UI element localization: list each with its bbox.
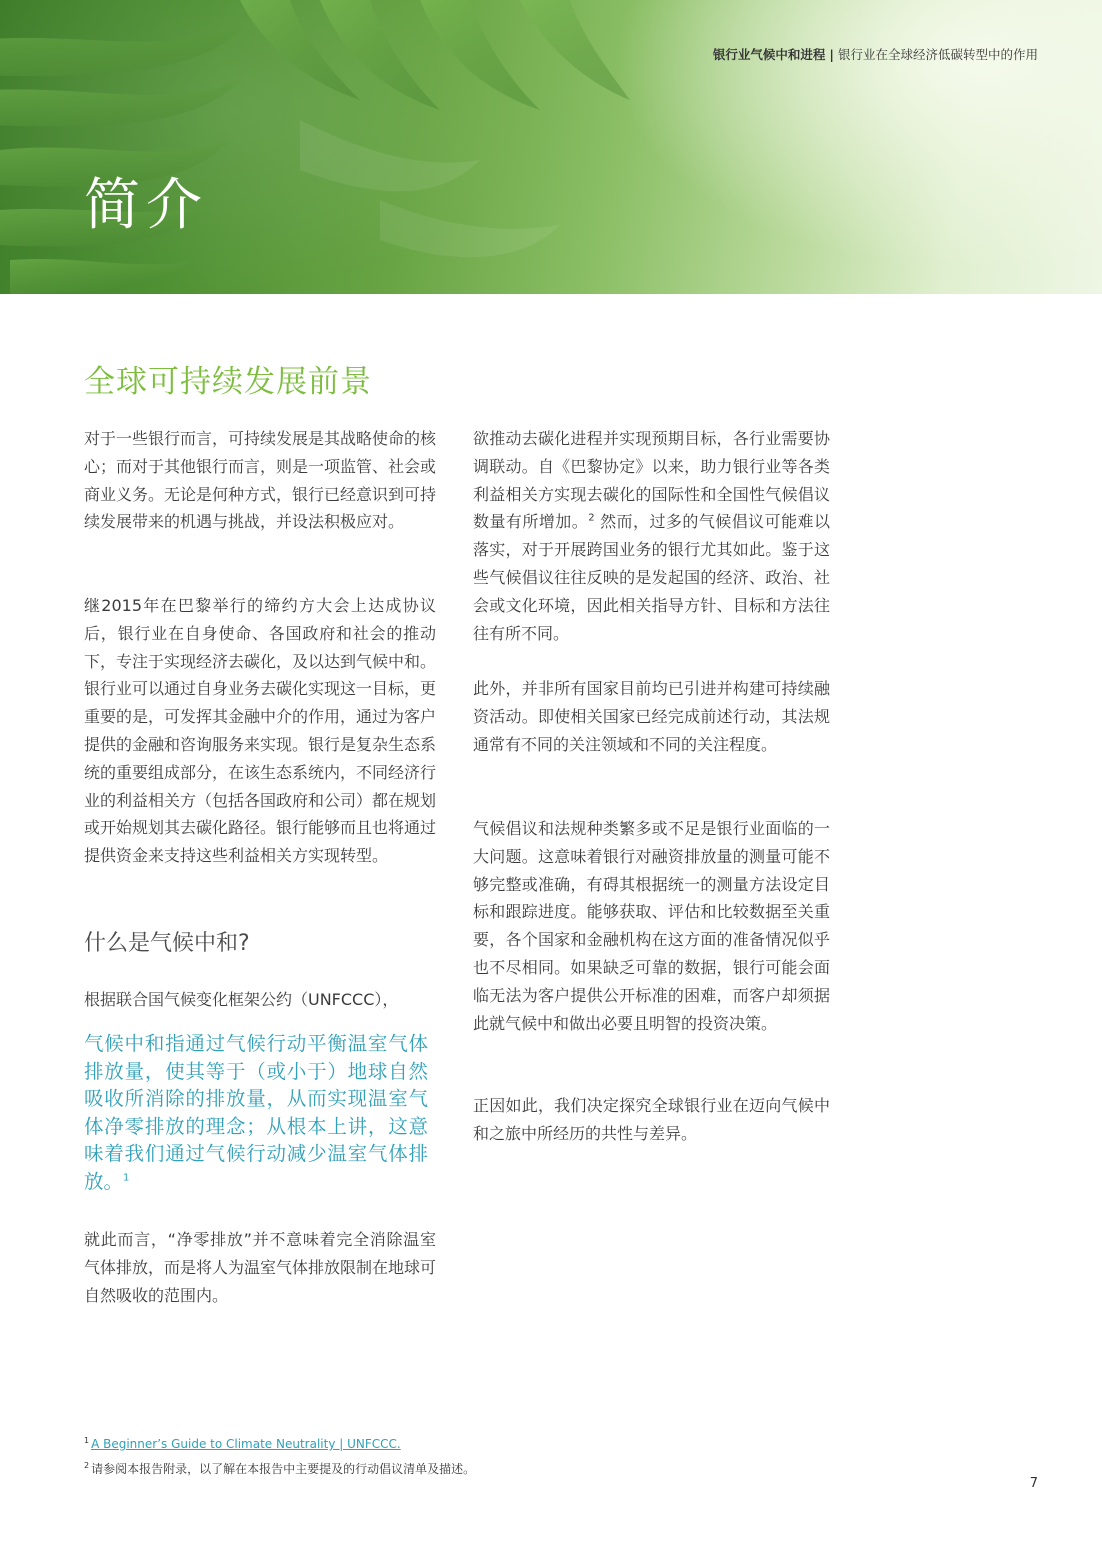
- subheading-climate-neutrality: 什么是气候中和?: [84, 931, 250, 956]
- left-paragraph-3: 根据联合国气候变化框架公约（UNFCCC），: [84, 990, 399, 1009]
- footnote-1: [84, 1430, 475, 1455]
- section-title: 全球可持续发展前景: [84, 364, 372, 400]
- definition-quote: [84, 1030, 428, 1196]
- running-header: [713, 45, 1038, 63]
- footnote-2-text: 请参阅本报告附录，以了解在本报告中主要提及的行动倡议清单及描述。: [91, 1462, 476, 1476]
- left-paragraph-2: 继2015年在巴黎举行的缔约方大会上达成协议后，银行业在自身使命、各国政府和社会的推动下，专注于实现经济去碳化，及以达到气候中和。银行业可以通过自身业务去碳化实现这一目标，更重要的是，可发挥其金融中介的作用，通过为客户提供的金融和咨询服务来实现。银行是复杂生态系统的重要组成部分，在该生态系统内，不同经济行业的利益相关方（包括各国政府和公司）都在规划或开始规划其去碳化路径。银行能够而且也将通过提供资金来支持这些利益相关方实现转型。: [84, 596, 437, 866]
- footnote-1-link[interactable]: A Beginner’s Guide to Climate Neutrality | UNFCCC.: [91, 1437, 401, 1451]
- chapter-title: 简介: [84, 173, 208, 238]
- header-separator: |: [829, 47, 834, 62]
- hero-banner: [0, 0, 1102, 294]
- page-number: 7: [1029, 1476, 1038, 1491]
- quote-text: 气候中和指通过气候行动平衡温室气体排放量，使其等于（或小于）地球自然吸收所消除的排放量，从而实现温室气体净零排放的理念；从根本上讲，这意味着我们通过气候行动减少温室气体排放。: [84, 1032, 428, 1193]
- left-paragraph-1: 对于一些银行而言，可持续发展是其战略使命的核心；而对于其他银行而言，则是一项监管、社会或商业义务。无论是何种方式，银行已经意识到可持续发展带来的机遇与挑战，并设法积极应对。: [84, 429, 437, 532]
- right-paragraph-1: [473, 425, 830, 647]
- right-paragraph-3: 气候倡议和法规种类繁多或不足是银行业面临的一大问题。这意味着银行对融资排放量的测量可能不够完整或准确，有碍其根据统一的测量方法设定目标和跟踪进度。能够获取、评估和比较数据至关重要，各个国家和金融机构在这方面的准备情况似乎也不尽相同。如果缺乏可靠的数据，银行可能会面临无法为客户提供公开标准的困难，而客户却须据此就气候中和做出必要且明智的投资决策。: [473, 819, 830, 1033]
- footnote-1-mark: 1: [84, 1436, 90, 1445]
- right-paragraph-4: 正因如此，我们决定探究全球银行业在迈向气候中和之旅中所经历的共性与差异。: [473, 1096, 830, 1143]
- right-paragraph-1-part-a: 欲推动去碳化进程并实现预期目标，各行业需要协调联动。自《巴黎协定》以来，助力银行业等各类利益相关方实现去碳化的国际性和全国性气候倡议数量有所增加。: [473, 429, 830, 532]
- report-subtitle: 银行业在全球经济低碳转型中的作用: [837, 47, 1038, 62]
- right-paragraph-1-part-b: 然而，过多的气候倡议可能难以落实，对于开展跨国业务的银行尤其如此。鉴于这些气候倡议往往反映的是发起国的经济、政治、社会或文化环境，因此相关指导方针、目标和方法往往有所不同。: [473, 512, 830, 643]
- left-paragraph-4: 就此而言，“净零排放”并不意味着完全消除温室气体排放，而是将人为温室气体排放限制在地球可自然吸收的范围内。: [84, 1230, 437, 1305]
- footnotes: [84, 1430, 475, 1480]
- footnote-2: [84, 1455, 475, 1480]
- right-paragraph-2: 此外，并非所有国家目前均已引进并构建可持续融资活动。即使相关国家已经完成前述行动，其法规通常有不同的关注领域和不同的关注程度。: [473, 679, 830, 754]
- footnote-ref-2[interactable]: 2: [588, 513, 595, 525]
- footnote-ref-1[interactable]: 1: [123, 1172, 130, 1184]
- report-title: 银行业气候中和进程: [712, 47, 826, 62]
- footnote-2-mark: 2: [84, 1461, 90, 1470]
